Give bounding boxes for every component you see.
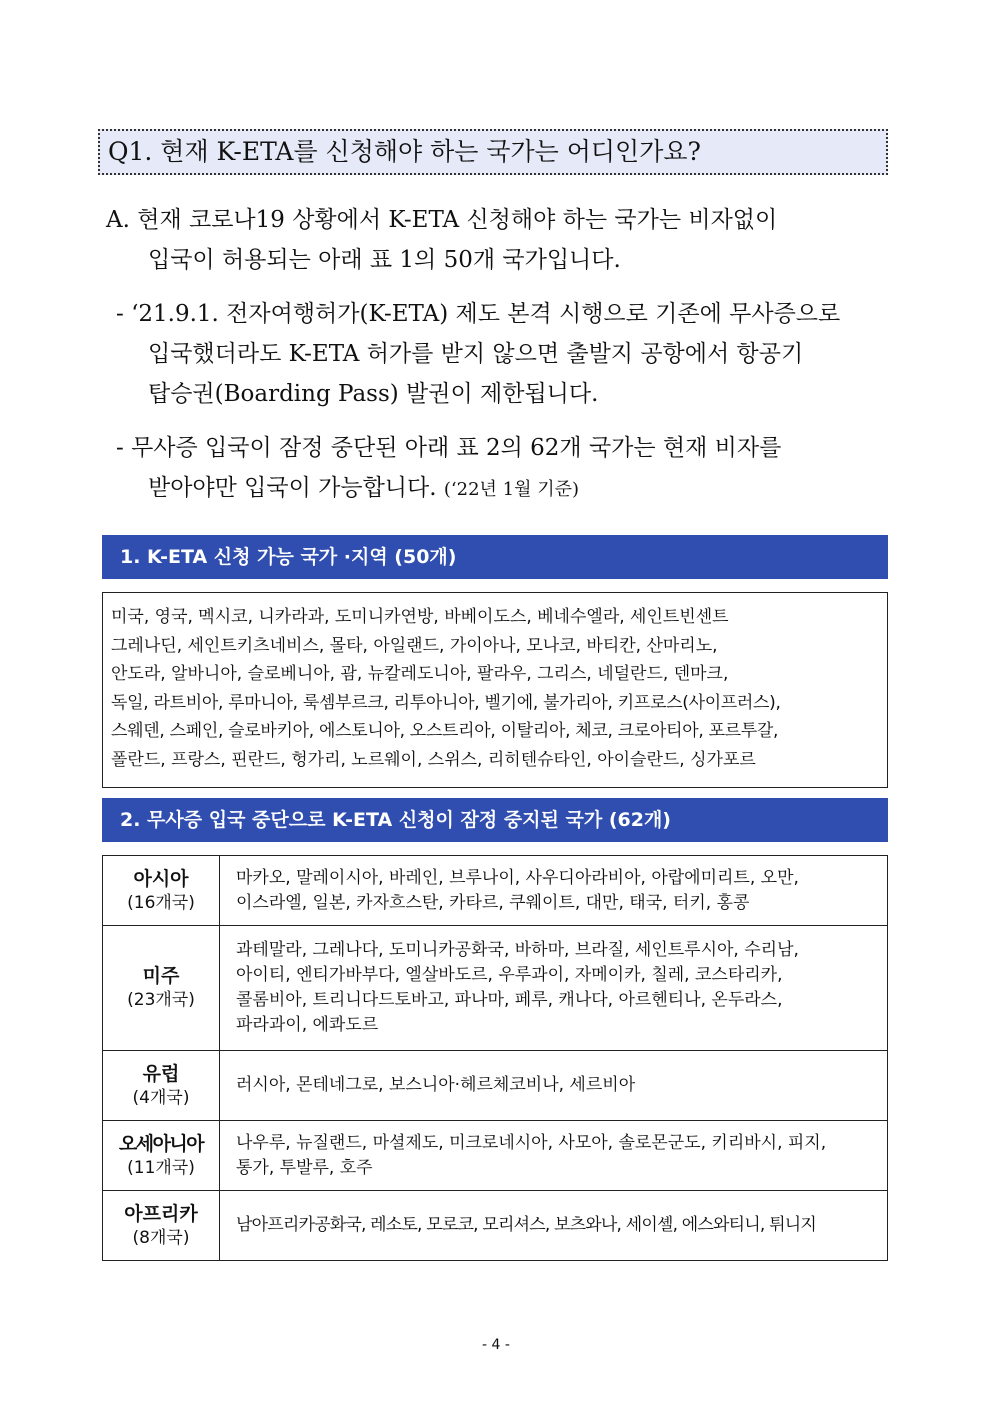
question-box — [98, 129, 888, 175]
region-cell — [103, 1121, 220, 1191]
country-list-line: 폴란드, 프랑스, 핀란드, 헝가리, 노르웨이, 스위스, 리히텐슈타인, 아이슬란드, 싱가포르 — [111, 749, 756, 770]
region-countries — [220, 1191, 888, 1261]
region-cell — [103, 1191, 220, 1261]
region-countries-line: 콜롬비아, 트리니다드토바고, 파나마, 페루, 캐나다, 아르헨티나, 온두라스, — [236, 990, 783, 1010]
region-countries-line: 통가, 투발루, 호주 — [236, 1157, 373, 1178]
region-countries-line: 나우루, 뉴질랜드, 마셜제도, 미크로네시아, 사모아, 솔로몬군도, 키리바시, 피지, — [236, 1132, 827, 1153]
country-list-line: 그레나딘, 세인트키츠네비스, 몰타, 아일랜드, 가이아나, 모나코, 바티칸, 산마리노, — [111, 635, 718, 656]
region-countries-line: 러시아, 몬테네그로, 보스니아·헤르체코비나, 세르비아 — [236, 1075, 636, 1095]
region-countries-line: 과테말라, 그레나다, 도미니카공화국, 바하마, 브라질, 세인트루시아, 수리남, — [236, 940, 799, 960]
country-list-line: 스웨덴, 스페인, 슬로바키아, 에스토니아, 오스트리아, 이탈리아, 체코, 크로아티아, 포르투갈, — [111, 721, 779, 741]
region-countries — [220, 1051, 888, 1121]
bullet1-line: 탑승권(Boarding Pass) 발권이 제한됩니다. — [148, 381, 599, 407]
region-cell — [103, 926, 220, 1051]
region-countries-line: 아이티, 엔티가바부다, 엘살바도르, 우루과이, 자메이카, 칠레, 코스타리카, — [236, 965, 783, 985]
country-list-line: 안도라, 알바니아, 슬로베니아, 괌, 뉴칼레도니아, 팔라우, 그리스, 네덜란드, 덴마크, — [111, 664, 729, 684]
region-count: (11개국) — [127, 1157, 195, 1178]
section2-header: 2. 무사증 입국 중단으로 K-ETA 신청이 잠정 중지된 국가 (62개) — [102, 798, 888, 842]
region-cell — [103, 1051, 220, 1121]
bullet2-line: 받아야만 입국이 가능합니다. — [148, 475, 437, 501]
section1-header: 1. K-ETA 신청 가능 국가 ·지역 (50개) — [102, 535, 888, 579]
region-countries — [220, 1121, 888, 1191]
region-name: 미주 — [142, 965, 180, 987]
region-countries-line: 마카오, 말레이시아, 바레인, 브루나이, 사우디아라비아, 아랍에미리트, 오만, — [236, 867, 799, 888]
region-count: (16개국) — [127, 892, 195, 913]
bullet1-line: 입국했더라도 K-ETA 허가를 받지 않으면 출발지 공항에서 항공기 — [148, 341, 804, 367]
bullet1-line: - ‘21.9.1. 전자여행허가(K-ETA) 제도 본격 시행으로 기존에 무사증으로 — [116, 301, 841, 327]
region-cell — [103, 856, 220, 926]
region-countries — [220, 926, 888, 1051]
answer-line: 입국이 허용되는 아래 표 1의 50개 국가입니다. — [148, 247, 621, 273]
suspended-countries-table — [102, 855, 888, 1261]
answer-paragraph — [106, 200, 898, 280]
reference-date-note: (‘22년 1월 기준) — [443, 479, 579, 500]
region-countries-line: 남아프리카공화국, 레소토, 모로코, 모리셔스, 보츠와나, 세이셸, 에스와티니, 튀니지 — [236, 1215, 816, 1235]
region-name: 오세아니아 — [118, 1132, 204, 1155]
country-list-line: 독일, 라트비아, 루마니아, 룩셈부르크, 리투아니아, 벨기에, 불가리아, 키프로스(사이프러스), — [111, 692, 781, 713]
table-row — [103, 856, 888, 926]
table-row — [103, 1051, 888, 1121]
region-countries-line: 이스라엘, 일본, 카자흐스탄, 카타르, 쿠웨이트, 대만, 태국, 터키, 홍콩 — [236, 892, 750, 913]
region-name: 유럽 — [142, 1062, 180, 1085]
region-countries-line: 파라과이, 에콰도르 — [236, 1015, 379, 1035]
region-count: (8개국) — [132, 1227, 190, 1248]
country-list-line: 미국, 영국, 멕시코, 니카라과, 도미니카연방, 바베이도스, 베네수엘라, 세인트빈센트 — [111, 607, 729, 627]
region-name: 아시아 — [133, 867, 189, 890]
table-row — [103, 926, 888, 1051]
answer-line: A. 현재 코로나19 상황에서 K-ETA 신청해야 하는 국가는 비자없이 — [106, 207, 778, 233]
region-name: 아프리카 — [124, 1202, 198, 1225]
bullet-paragraph-2 — [106, 428, 898, 510]
table-row — [103, 1191, 888, 1261]
bullet-paragraph-1 — [106, 294, 898, 414]
table-row — [103, 1121, 888, 1191]
bullet2-line-with-note — [106, 468, 898, 510]
bullet2-line: - 무사증 입국이 잠정 중단된 아래 표 2의 62개 국가는 현재 비자를 — [116, 435, 782, 461]
region-countries — [220, 856, 888, 926]
keta-country-list — [102, 592, 888, 788]
question-text: Q1. 현재 K-ETA를 신청해야 하는 국가는 어디인가요? — [108, 137, 701, 166]
page-number: - 4 - — [482, 1337, 510, 1353]
region-count: (4개국) — [132, 1087, 190, 1108]
region-count: (23개국) — [127, 990, 195, 1010]
